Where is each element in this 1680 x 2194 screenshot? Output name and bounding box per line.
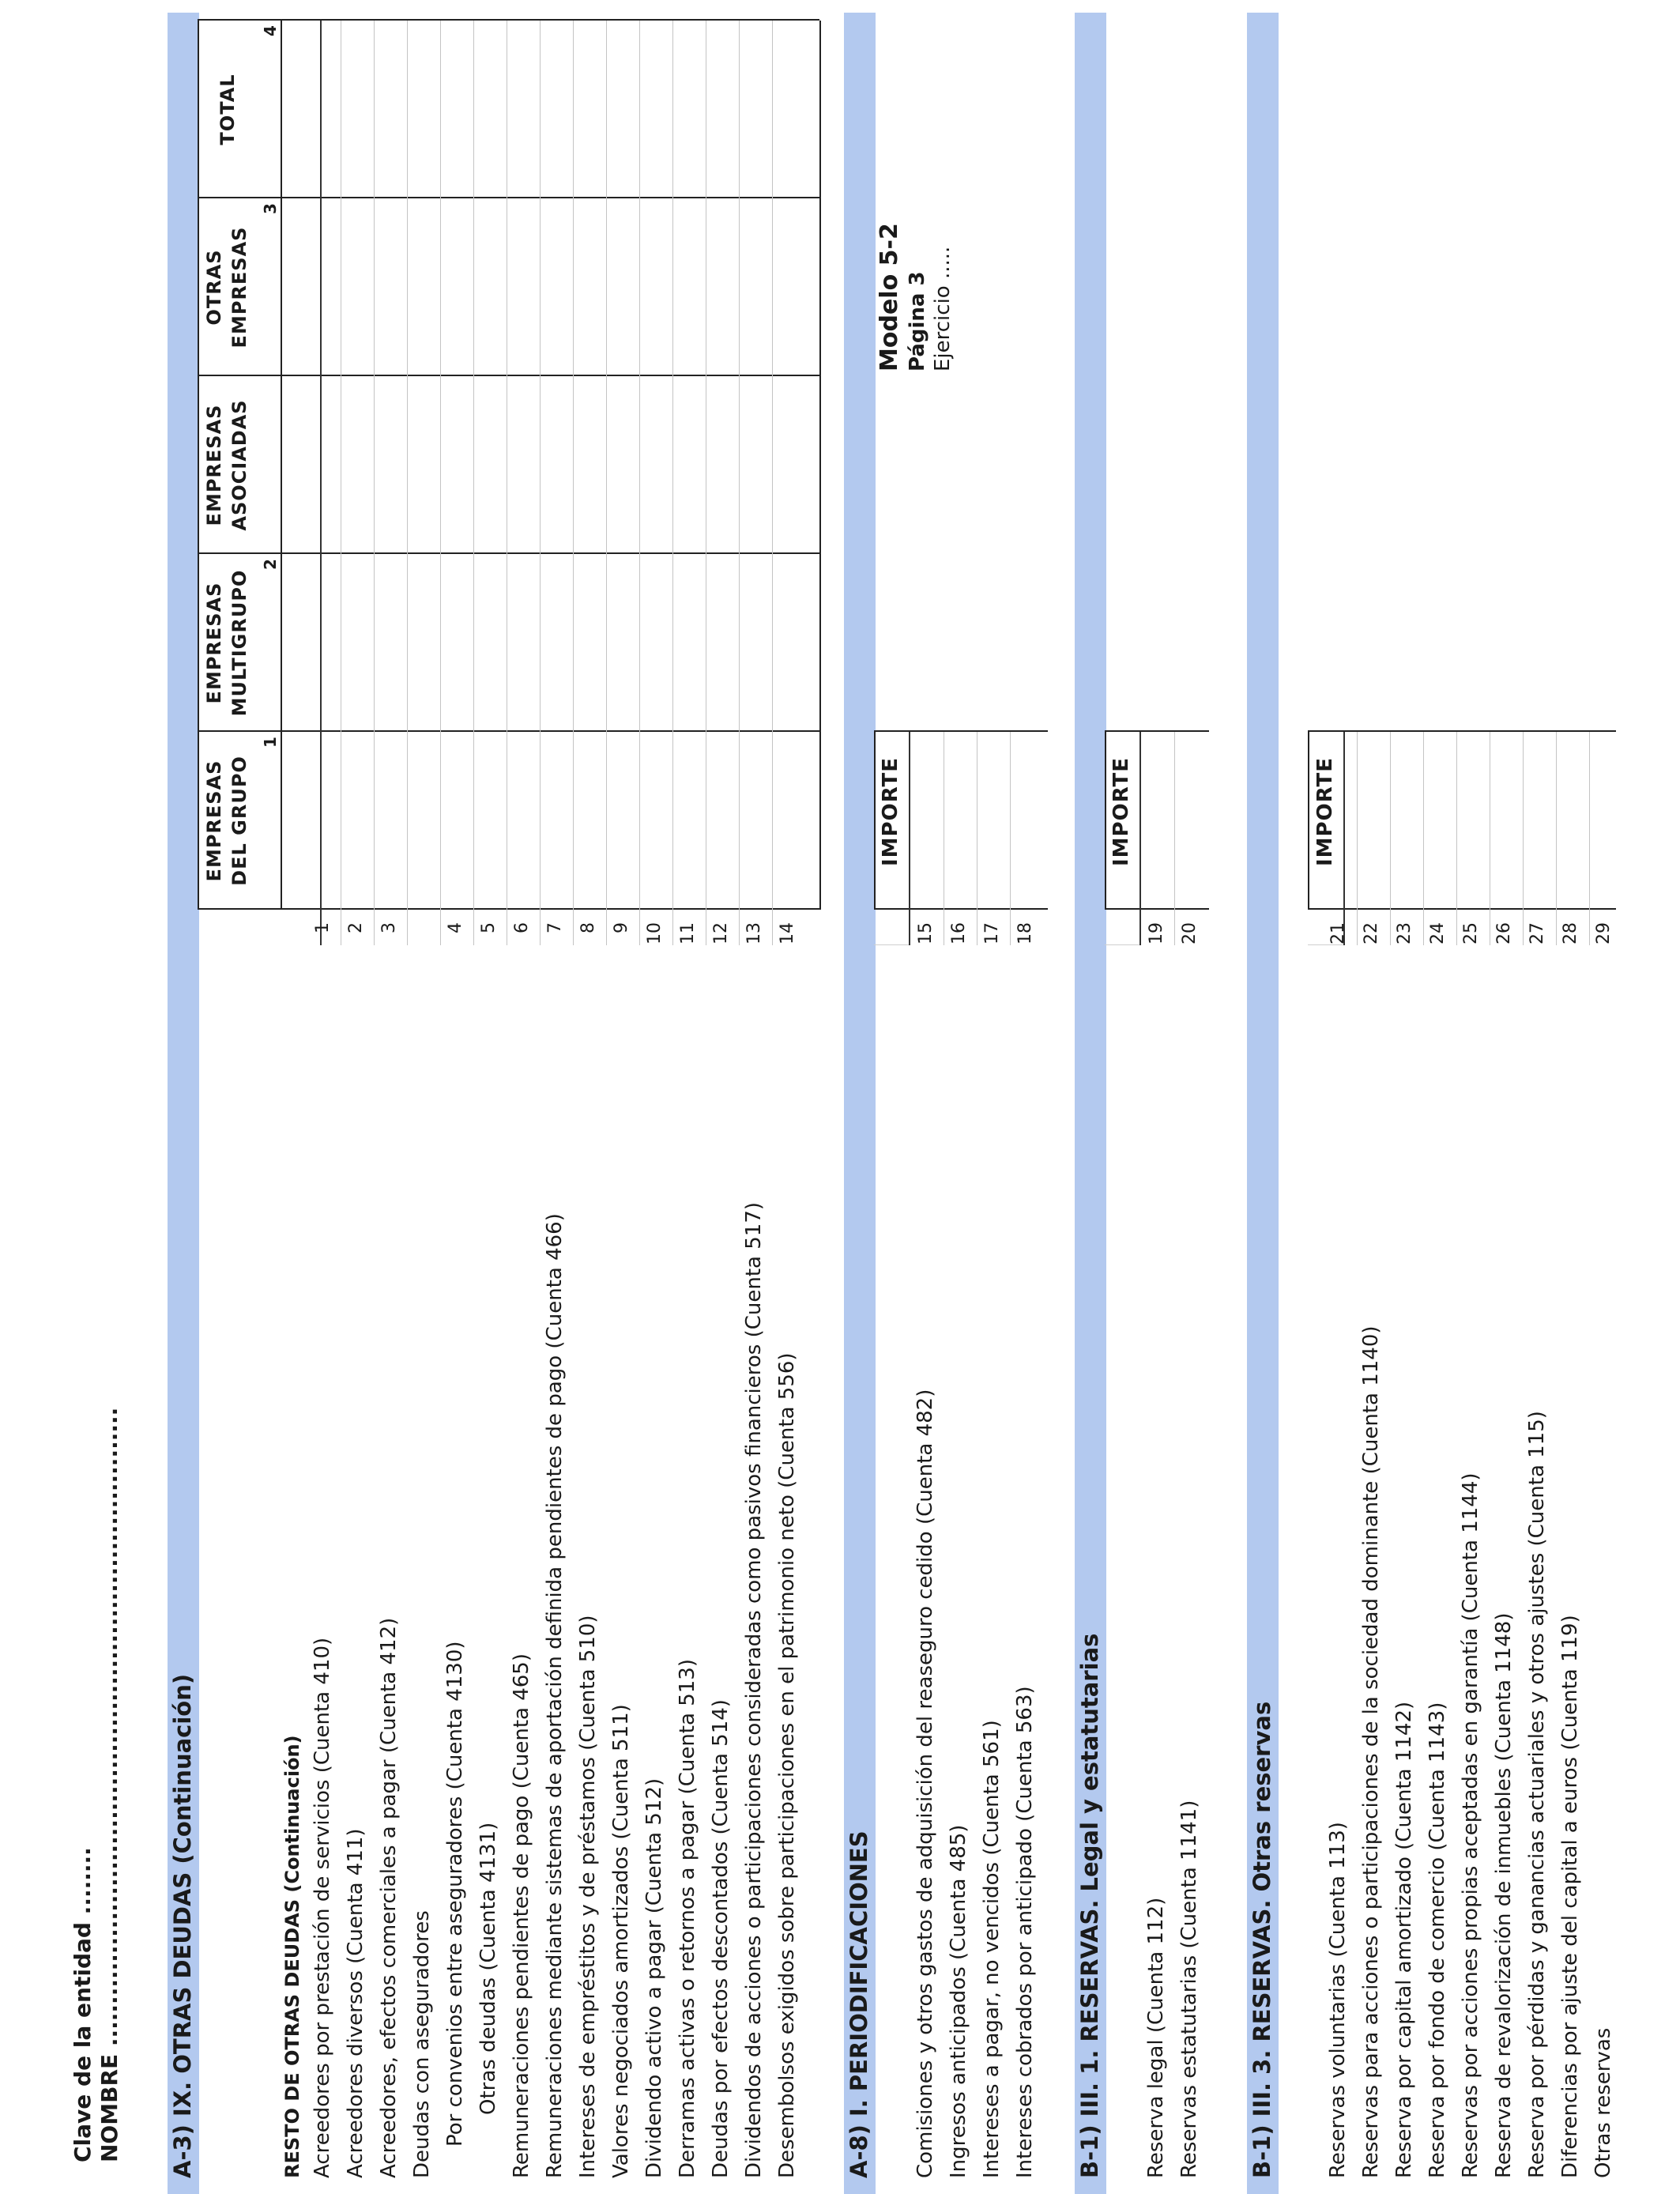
row-17-number: 17 (982, 922, 1002, 944)
row-17-label: Intereses a pagar, no vencidos (Cuenta 561) (980, 1720, 1004, 2178)
row-20-number: 20 (1180, 922, 1200, 944)
row-16-label: Ingresos anticipados (Cuenta 485) (947, 1824, 970, 2178)
row-2-number: 2 (346, 922, 366, 933)
row-21-label: Reservas voluntarias (Cuenta 113) (1326, 1822, 1350, 2178)
row-16-number: 16 (949, 922, 969, 944)
row-15-number: 15 (916, 922, 936, 944)
row-4-label: Por convenios entre aseguradores (Cuenta 4130) (443, 1641, 467, 2147)
row-13-number: 13 (744, 922, 764, 944)
row-7-number: 7 (545, 922, 565, 933)
section-a3-title: A-3) IX. OTRAS DEUDAS (Continuación) (169, 1673, 196, 2178)
row-26-label: Reserva de revalorización de inmuebles (Cuenta 1148) (1492, 1612, 1516, 2178)
row-1-number: 1 (313, 922, 333, 933)
row-25-label: Reservas por acciones propias aceptadas en garantía (Cuenta 1144) (1459, 1472, 1482, 2178)
row-29-number: 29 (1594, 922, 1614, 944)
row-22-number: 22 (1362, 922, 1381, 944)
col-header-empresas-multigrupo: EMPRESAS MULTIGRUPO (203, 569, 250, 717)
col-header-total: TOTAL (217, 74, 239, 145)
row-19-number: 19 (1147, 922, 1166, 944)
row-10-label: Dividendo activo a pagar (Cuenta 512) (642, 1777, 666, 2178)
row-9-number: 9 (612, 922, 631, 933)
row-14-number: 14 (778, 922, 797, 944)
section-a3-subtitle: RESTO DE OTRAS DEUDAS (Continuación) (281, 1735, 303, 2178)
row-6-label: Remuneraciones pendientes de pago (Cuenta 465) (510, 1653, 533, 2178)
pagina-label: Página 3 (906, 271, 929, 371)
row-25-number: 25 (1461, 922, 1481, 944)
row-14-label: Desembolsos exigidos sobre participaciones en el patrimonio neto (Cuenta 556) (775, 1352, 799, 2178)
row-13-label: Dividendos de acciones o participaciones consideradas como pasivos financieros (Cuenta 517) (742, 1202, 766, 2178)
row-28-number: 28 (1561, 922, 1580, 944)
row-1-label: Acreedores por prestación de servicios (Cuenta 410) (311, 1637, 334, 2178)
row-21-number: 21 (1328, 922, 1348, 944)
row-19-label: Reserva legal (Cuenta 112) (1144, 1897, 1168, 2178)
section-b1-1-title: B-1) III. 1. RESERVAS. Legal y estatutarias (1076, 1633, 1103, 2178)
row-15-label: Comisiones y otros gastos de adquisición del reaseguro cedido (Cuenta 482) (913, 1389, 937, 2178)
row-20-label: Reservas estatutarias (Cuenta 1141) (1177, 1800, 1201, 2178)
row-22-label: Reservas para acciones o participaciones de la sociedad dominante (Cuenta 1140) (1359, 1325, 1383, 2178)
row-18-label: Intereses cobrados por anticipado (Cuenta 563) (1013, 1686, 1037, 2178)
row-23-number: 23 (1395, 922, 1414, 944)
row-24-number: 24 (1428, 922, 1448, 944)
row-3-label: Acreedores, efectos comerciales a pagar (Cuenta 412) (377, 1617, 401, 2178)
row-9-label: Valores negociados amortizados (Cuenta 511) (609, 1704, 633, 2178)
row-11-number: 11 (678, 922, 698, 944)
col-header-empresas-asociadas: EMPRESAS ASOCIADAS (203, 399, 250, 531)
row-8-number: 8 (578, 922, 598, 933)
row-5-number: 5 (479, 922, 499, 933)
row-29-label: Otras reservas (1591, 2027, 1615, 2178)
clave-entidad-label: Clave de la entidad ........ (70, 1847, 96, 2162)
row-deudas-aseguradores-label: Deudas con aseguradores (410, 1910, 434, 2178)
row-2-label: Acreedores diversos (Cuenta 411) (344, 1828, 367, 2178)
row-7-label: Remuneraciones mediante sistemas de aportación definida pendientes de pago (Cuenta 466) (543, 1213, 567, 2178)
row-11-label: Derramas activas o retornos a pagar (Cuenta 513) (676, 1659, 699, 2178)
col-num-3: 3 (261, 203, 280, 214)
row-26-number: 26 (1494, 922, 1514, 944)
nombre-label: NOMBRE ............................................................................ (96, 1407, 122, 2162)
row-28-label: Diferencias por ajuste del capital a euros (Cuenta 119) (1558, 1615, 1582, 2178)
ejercicio-label: Ejercicio ..... (931, 246, 955, 371)
row-8-label: Intereses de empréstitos y de préstamos (Cuenta 510) (576, 1615, 600, 2178)
row-4-number: 4 (446, 922, 465, 933)
col-header-empresas-grupo: EMPRESAS DEL GRUPO (203, 756, 250, 886)
row-27-number: 27 (1527, 922, 1547, 944)
row-23-label: Reserva por capital amortizado (Cuenta 1142) (1392, 1701, 1416, 2178)
row-3-number: 3 (379, 922, 399, 933)
modelo-label: Modelo 5-2 (876, 223, 903, 371)
row-27-label: Reserva por pérdidas y ganancias actuariales y otros ajustes (Cuenta 115) (1525, 1411, 1549, 2178)
col-num-2: 2 (261, 559, 280, 570)
row-5-label: Otras deudas (Cuenta 4131) (477, 1822, 500, 2115)
row-12-number: 12 (711, 922, 731, 944)
row-12-label: Deudas por efectos descontados (Cuenta 514) (709, 1699, 733, 2178)
col-num-4: 4 (261, 25, 280, 36)
section-a8-importe-header: IMPORTE (879, 756, 902, 866)
section-b1-3-title: B-1) III. 3. RESERVAS. Otras reservas (1249, 1701, 1275, 2178)
section-b1-1-importe-header: IMPORTE (1109, 756, 1133, 866)
section-b1-3-importe-header: IMPORTE (1313, 756, 1337, 866)
row-6-number: 6 (512, 922, 532, 933)
row-10-number: 10 (645, 922, 665, 944)
row-24-label: Reserva por fondo de comercio (Cuenta 1143) (1426, 1702, 1449, 2178)
col-num-1: 1 (261, 737, 280, 748)
col-header-otras-empresas: OTRAS EMPRESAS (203, 226, 250, 349)
row-18-number: 18 (1015, 922, 1035, 944)
section-a8-title: A-8) I. PERIODIFICACIONES (846, 1830, 872, 2178)
